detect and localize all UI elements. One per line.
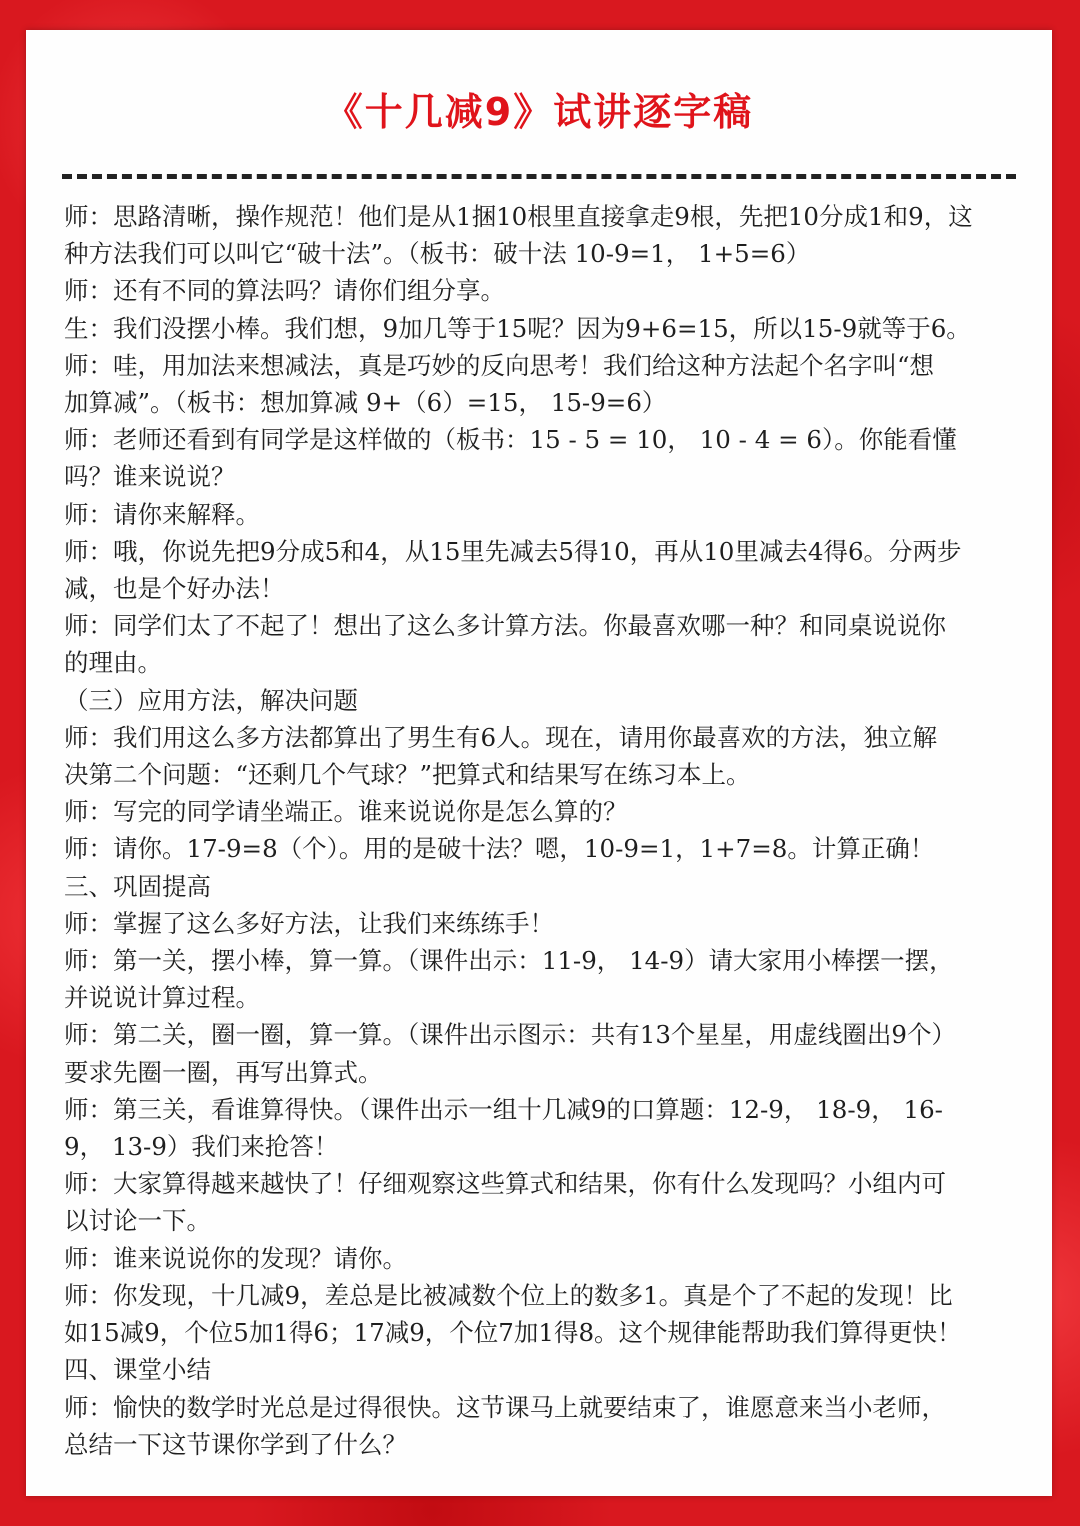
text-line: 师：第二关，圈一圈，算一算。（课件出示图示：共有13个星星，用虚线圈出9个） — [64, 1020, 957, 1050]
text-line: 并说说计算过程。 — [64, 983, 260, 1013]
text-line: 四、课堂小结 — [64, 1355, 211, 1385]
text-line: 种方法我们可以叫它“破十法”。（板书：破十法 10-9=1， 1+5=6） — [64, 239, 811, 269]
paragraph — [64, 272, 1016, 309]
text-line: 师：写完的同学请坐端正。谁来说说你是怎么算的？ — [64, 797, 628, 827]
paragraph — [64, 421, 1016, 495]
text-line: 师：第一关，摆小棒，算一算。（课件出示：11-9， 14-9）请大家用小棒摆一摆， — [64, 946, 954, 976]
text-line: 加算减”。（板书：想加算减 9+（6）=15， 15-9=6） — [64, 388, 667, 418]
paragraph — [64, 1351, 1016, 1388]
text-line: 师：愉快的数学时光总是过得很快。这节课马上就要结束了，谁愿意来当小老师， — [64, 1392, 946, 1422]
paragraph — [64, 793, 1016, 830]
text-line: 师：第三关，看谁算得快。（课件出示一组十几减9的口算题：12-9， 18-9， 16- — [64, 1094, 943, 1124]
paragraph — [64, 719, 1016, 793]
text-line: 9， 13-9）我们来抢答！ — [64, 1132, 339, 1162]
text-line: 总结一下这节课你学到了什么？ — [64, 1429, 407, 1459]
text-line: 师：还有不同的算法吗？请你们组分享。 — [64, 276, 505, 306]
text-line: 如15减9，个位5加1得6；17减9，个位7加1得8。这个规律能帮助我们算得更快！ — [64, 1318, 962, 1348]
text-line: 以讨论一下。 — [64, 1206, 211, 1236]
text-line: 决第二个问题：“还剩几个气球？”把算式和结果写在练习本上。 — [64, 760, 751, 790]
text-line: 师：你发现，十几减9，差总是比被减数个位上的数多1。真是个了不起的发现！比 — [64, 1280, 953, 1310]
text-line: 师：我们用这么多方法都算出了男生有6人。现在，请用你最喜欢的方法，独立解 — [64, 722, 938, 752]
text-line: 师：请你。17-9=8（个）。用的是破十法？嗯，10-9=1，1+7=8。计算正确！ — [64, 834, 935, 864]
paragraph — [64, 310, 1016, 347]
paragraph — [64, 496, 1016, 533]
text-line: 减，也是个好办法！ — [64, 574, 285, 604]
text-line: 师：请你来解释。 — [64, 499, 260, 529]
text-line: 师：同学们太了不起了！想出了这么多计算方法。你最喜欢哪一种？和同桌说说你 — [64, 611, 946, 641]
text-line: 师：哇，用加法来想减法，真是巧妙的反向思考！我们给这种方法起个名字叫“想 — [64, 350, 935, 380]
text-line: 师：哦，你说先把9分成5和4，从15里先减去5得10，再从10里减去4得6。分两步 — [64, 536, 962, 566]
paragraph — [64, 682, 1016, 719]
paragraph — [64, 1240, 1016, 1277]
paragraph — [64, 1277, 1016, 1351]
paragraph — [64, 1389, 1016, 1463]
text-line: （三）应用方法，解决问题 — [64, 685, 358, 715]
paragraph — [64, 198, 1016, 272]
paragraph — [64, 905, 1016, 942]
text-line: 师：老师还看到有同学是这样做的（板书：15 - 5 = 10， 10 - 4 = 6）。你能看懂 — [64, 425, 957, 455]
dashed-divider — [62, 174, 1016, 179]
text-line: 师：思路清晰，操作规范！他们是从1捆10根里直接拿走9根，先把10分成1和9，这 — [64, 202, 973, 231]
text-line: 要求先圈一圈，再写出算式。 — [64, 1057, 383, 1087]
text-line: 生：我们没摆小棒。我们想，9加几等于15呢？因为9+6=15，所以15-9就等于6。 — [64, 313, 971, 343]
document-title: 《十几减9》试讲逐字稿 — [324, 90, 754, 134]
text-line: 师：谁来说说你的发现？请你。 — [64, 1243, 407, 1273]
paragraph — [64, 1016, 1016, 1090]
text-line: 的理由。 — [64, 648, 162, 678]
paragraph — [64, 347, 1016, 421]
document-body — [64, 198, 1016, 1463]
text-line: 三、巩固提高 — [64, 871, 211, 901]
text-line: 师：大家算得越来越快了！仔细观察这些算式和结果，你有什么发现吗？小组内可 — [64, 1169, 946, 1199]
paragraph — [64, 942, 1016, 1016]
text-line: 师：掌握了这么多好方法，让我们来练练手！ — [64, 908, 554, 938]
paragraph — [64, 533, 1016, 607]
paragraph — [64, 1091, 1016, 1165]
paragraph — [64, 830, 1016, 867]
text-line: 吗？谁来说说？ — [64, 462, 236, 492]
paragraph — [64, 868, 1016, 905]
paragraph — [64, 607, 1016, 681]
paragraph — [64, 1165, 1016, 1239]
document-paper — [26, 30, 1052, 1496]
